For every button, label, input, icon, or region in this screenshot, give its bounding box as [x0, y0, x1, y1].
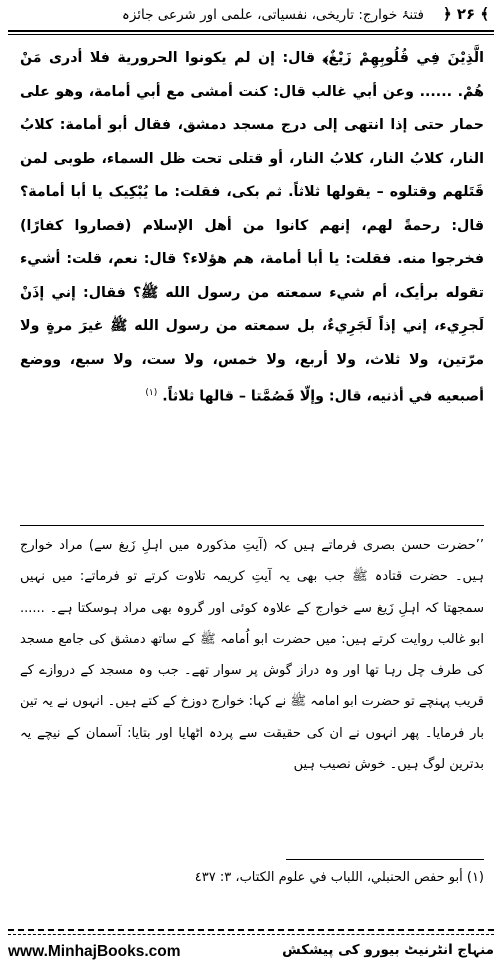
page-number: ﴾ ۲۶ ﴿: [442, 5, 490, 23]
footnote: (١) أبو حفص الحنبلي، اللباب في علوم الكتاب، ٣: ٤٣٧: [194, 870, 484, 885]
section-divider: [20, 525, 484, 526]
footer-rule: [8, 929, 494, 931]
footer-rule-thin: [8, 934, 494, 935]
running-title: فتنۂ خوارج: تاریخی، نفسیاتی، علمی اور شرعی جائزہ: [121, 7, 424, 23]
arabic-passage: [20, 42, 484, 414]
arabic-text: الَّذِيْنَ فِي قُلُوبِهِمْ زَيْغٌ﴾ قال: إن لم يكونوا الحرورية فلا أدرى مَنْ هُمْ. ...... وعن أبي غالب قال: كنت أمشى مع أبي أمامة، وهو على حمار حتى إذا انتهى إلى درج مسجد دمشق، فقال أبو أمامة: كلابُ النار، كلابُ النار، كلابُ النار، أو قتلى تحت ظل السماء، طوبى لمن قَتَلهم وقتلوه – يقولها ثلاثاً. ثم بكى، فقلت: ما يُبْكِيک يا أبا أمامة؟ قال: رحمةً لهم، إنهم كانوا من أهل الإسلام (فصاروا كفارًا) فخرجوا منه. فقلت: يا أبا أمامة، هم هؤلاء؟ قال: نعم، قلت: أشيء تقوله برأيک، أم شيء سمعته من رسول الله ﷺ؟ فقال: إني إذَنْ لَجرِيء، إني إذاً لَجَرِيءٌ، بل سمعته من رسول الله ﷺ غيرَ مرةٍ ولا مرّتين، ولا ثلاث، ولا أربع، ولا خمس، ولا ست، ولا سبع، ووضع أصبعيه في أذنيه، قال: وإلّا فَصُمَّتا – قالها ثلاثاً.: [20, 50, 484, 405]
urdu-translation: ’’حضرت حسن بصری فرماتے ہیں کہ (آیتِ مذکورہ میں اہلِ زَیغ سے) مراد خوارج ہیں۔ حضرت قتادہ ﷺ جب بھی یہ آیتِ کریمہ تلاوت کرتے تو فرماتے: میں نہیں سمجھتا کہ اہلِ زَیغ سے خوارج کے علاوہ کوئی اور گروہ بھی مراد ہوسکتا ہے۔ ...... ابو غالب روایت کرتے ہیں: میں حضرت ابو اُمامہ ﷺ کے ساتھ دمشق کی جامع مسجد کی طرف چل رہا تھا اور وہ دراز گوش پر سوار تھے۔ جب وہ مسجد کے دروازے کے قریب پہنچے تو حضرت ابو امامہ ﷺ نے کہا: خوارج دوزخ کے کتے ہیں۔ انہوں نے یہ تین بار فرمایا۔ پھر انہوں نے ان کی حقیقت سے پردہ اٹھایا اور بتایا: آسمان کے نیچے یہ بدترین لوگ ہیں۔ خوش نصیب ہیں: [20, 538, 484, 773]
footer-url[interactable]: www.MinhajBooks.com: [8, 943, 181, 960]
footer-credit: منہاج انٹرنیٹ بیورو کی پیشکش: [282, 942, 494, 958]
header-rule: [8, 30, 494, 32]
header-rule-thin: [8, 34, 494, 35]
footnote-rule: [286, 859, 484, 860]
footnote-marker: (۱): [145, 388, 158, 398]
page-header: [0, 0, 502, 40]
